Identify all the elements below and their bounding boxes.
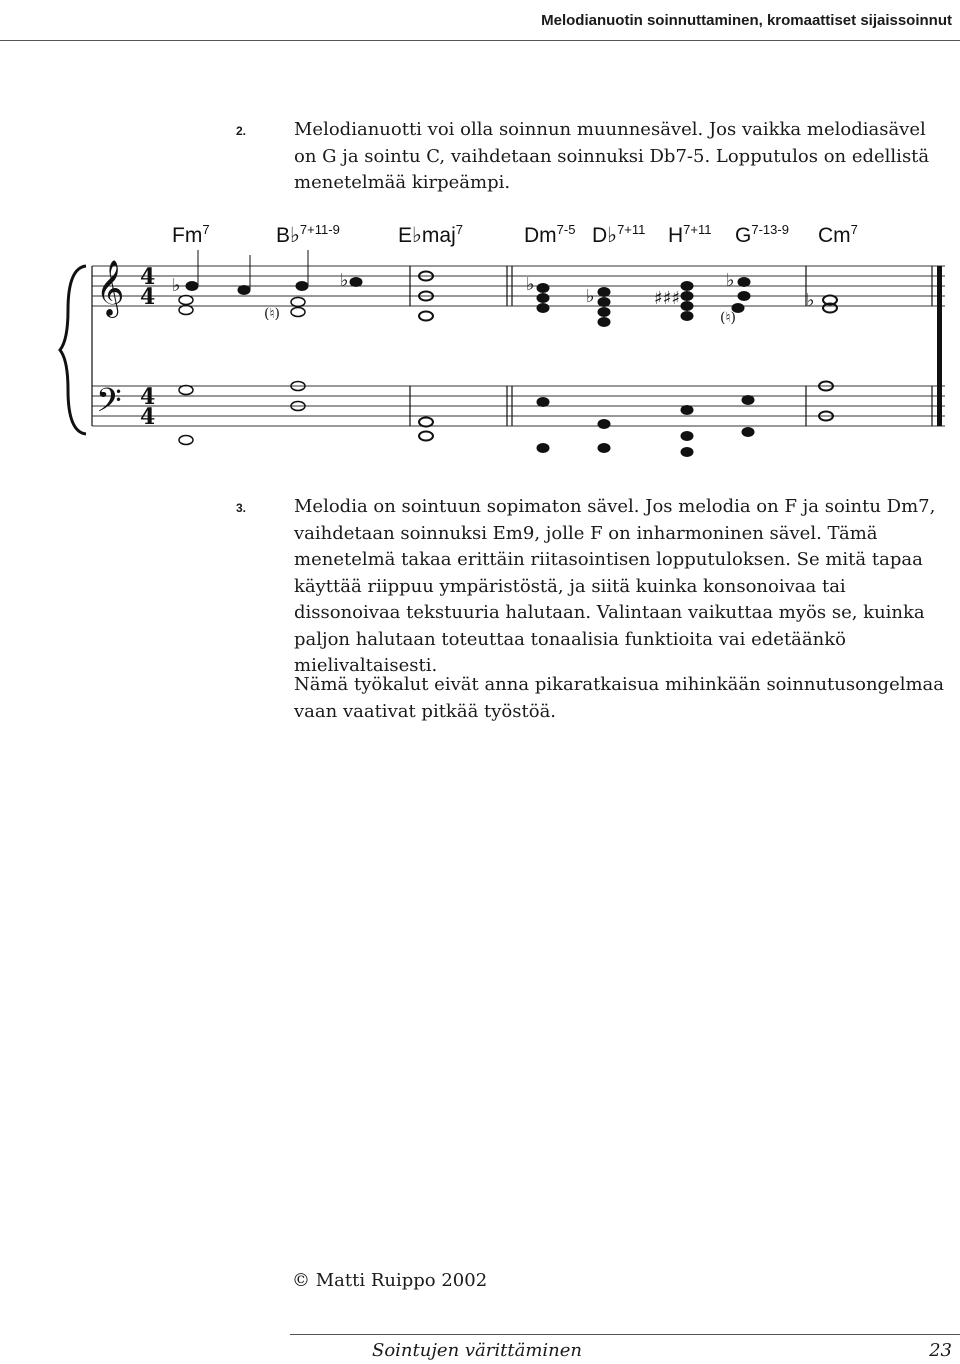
svg-text:4: 4 bbox=[140, 264, 156, 290]
copyright-notice: © Matti Ruippo 2002 bbox=[292, 1270, 488, 1291]
page-number: 23 bbox=[929, 1340, 952, 1361]
item-number: 3. bbox=[236, 501, 247, 515]
chord-symbol: B♭$^{7+11-9}$ bbox=[276, 222, 340, 247]
item-text: Melodia on sointuun sopimaton sävel. Jos melodia on F ja sointu Dm7, vaihdetaan soinnuksi Em9, jolle F on inharmoninen sävel. Tämä menetelmä takaa erittäin riitasointisen lopputuloksen. Se mitä tapaa käyttää riippuu ympäristöstä, ja siitä kuinka konsonoivaa tai dissonoivaa tekstuuria halutaan. Valintaan vaikuttaa myös se, kuinka paljon halutaan toteuttaa tonaalisia funktioita vai edetäänkö mielivaltaisesti. bbox=[294, 496, 936, 676]
music-score bbox=[0, 210, 960, 480]
svg-text:(♮): (♮) bbox=[264, 306, 280, 322]
chord-symbols bbox=[172, 222, 858, 247]
brace-icon bbox=[60, 266, 86, 434]
item-2 bbox=[236, 117, 948, 197]
bass-notes bbox=[179, 382, 833, 457]
chord-symbol: Dm$^{7-5}$ bbox=[524, 222, 576, 247]
bass-clef-icon: 𝄢 bbox=[96, 382, 122, 428]
item-number: 2. bbox=[236, 124, 247, 138]
chord-symbol: D♭$^{7+11}$ bbox=[592, 222, 646, 247]
final-barline bbox=[937, 266, 942, 426]
chord-symbol: $H^{7+11}$ bbox=[668, 222, 712, 247]
footer-title: Sointujen värittäminen bbox=[372, 1340, 583, 1361]
staff-lines bbox=[92, 266, 945, 426]
treble-notes bbox=[172, 250, 837, 327]
running-title: Melodianuotin soinnuttaminen, kromaattiset sijaissoinnut bbox=[541, 12, 952, 29]
chord-symbol: Fm$^7$ bbox=[172, 222, 210, 247]
svg-text:♭: ♭ bbox=[340, 270, 349, 291]
time-signature bbox=[140, 264, 155, 430]
chord-symbol: E♭maj$^7$ bbox=[398, 222, 463, 247]
chord-symbol: Cm$^7$ bbox=[818, 222, 858, 247]
closing-paragraph: Nämä työkalut eivät anna pikaratkaisua mihinkään soinnutusongelmaa vaan vaativat pitkää työstöä. bbox=[294, 674, 945, 722]
svg-text:♭: ♭ bbox=[172, 275, 181, 296]
treble-clef-icon: 𝄞 bbox=[96, 260, 125, 316]
footer-rule bbox=[290, 1334, 960, 1335]
svg-text:4: 4 bbox=[140, 384, 156, 410]
svg-text:♭: ♭ bbox=[526, 274, 535, 295]
svg-text:4: 4 bbox=[140, 284, 156, 310]
header-rule bbox=[0, 40, 960, 41]
svg-text:♯♯♯: ♯♯♯ bbox=[654, 288, 681, 309]
svg-text:(♮): (♮) bbox=[720, 310, 736, 326]
item-3 bbox=[236, 494, 948, 680]
svg-text:4: 4 bbox=[140, 404, 156, 430]
svg-text:♭: ♭ bbox=[726, 270, 735, 291]
svg-text:♭: ♭ bbox=[586, 286, 595, 307]
svg-text:♭: ♭ bbox=[806, 290, 815, 311]
item-text: Melodianuotti voi olla soinnun muunnesävel. Jos vaikka melodiasävel on G ja sointu C, vaihdetaan soinnuksi Db7-5. Lopputulos on edellistä menetelmää kirpeämpi. bbox=[294, 119, 930, 193]
chord-symbol: $G^{7-13-9}$ bbox=[735, 222, 789, 247]
